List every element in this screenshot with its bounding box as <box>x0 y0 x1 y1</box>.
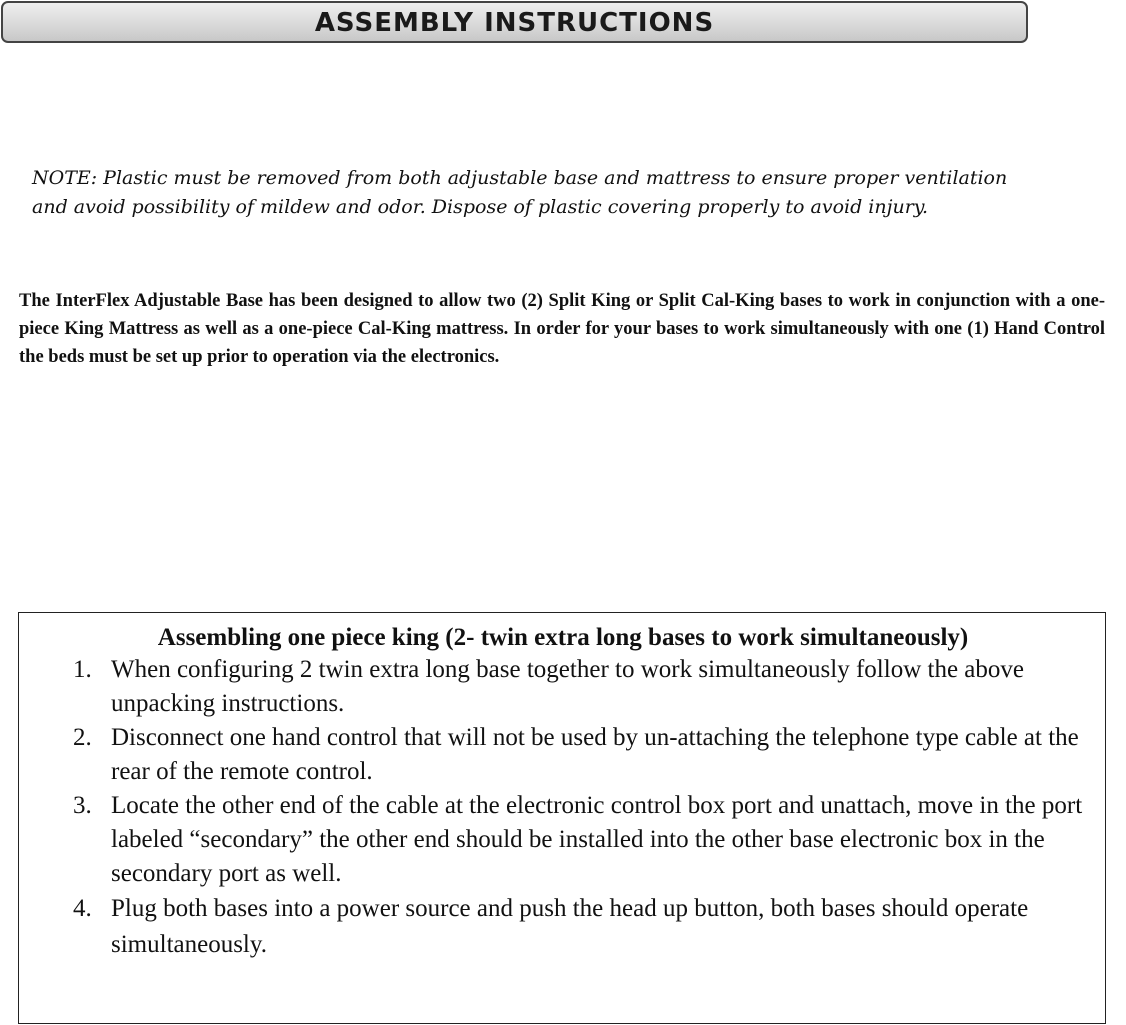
step-text: Locate the other end of the cable at the electronic control box port and unattach, move in the port labeled “secondary” the other end should be installed into the other base electronic box in the secondary port as well. <box>111 792 1083 887</box>
assembly-step <box>73 789 1103 891</box>
assembly-step <box>73 721 1103 789</box>
assembly-step <box>73 653 1103 721</box>
step-number: 3. <box>73 792 92 819</box>
assembly-title: Assembling one piece king (2- twin extra long bases to work simultaneously) <box>157 624 969 651</box>
step-text: When configuring 2 twin extra long base together to work simultaneously follow the above unpacking instructions. <box>111 656 1024 717</box>
step-number: 2. <box>73 724 92 751</box>
step-text: Plug both bases into a power source and push the head up button, both bases should operate simultaneously. <box>111 895 1029 958</box>
note-line-2: and avoid possibility of mildew and odor. Dispose of plastic covering properly to avoid injury. <box>32 196 929 218</box>
assembly-box <box>18 612 1106 1024</box>
step-text: Disconnect one hand control that will not be used by un-attaching the telephone type cable at the rear of the remote control. <box>111 724 1079 785</box>
plastic-removal-note <box>32 164 1126 222</box>
assembly-steps <box>73 653 1103 963</box>
assembly-step <box>73 891 1103 963</box>
title-banner <box>1 1 1028 43</box>
step-number: 1. <box>73 656 92 683</box>
page-title: ASSEMBLY INSTRUCTIONS <box>314 8 715 38</box>
step-number: 4. <box>73 895 92 922</box>
note-line-1: NOTE: Plastic must be removed from both adjustable base and mattress to ensure proper ventilation <box>32 167 1008 189</box>
intro-paragraph: The InterFlex Adjustable Base has been designed to allow two (2) Split King or Split Cal-King bases to work in conjunction with a one-piece King Mattress as well as a one-piece Cal-King mattress. In order for your bases to work simultaneously with one (1) Hand Control the beds must be set up prior to operation via the electronics. <box>19 291 1105 367</box>
